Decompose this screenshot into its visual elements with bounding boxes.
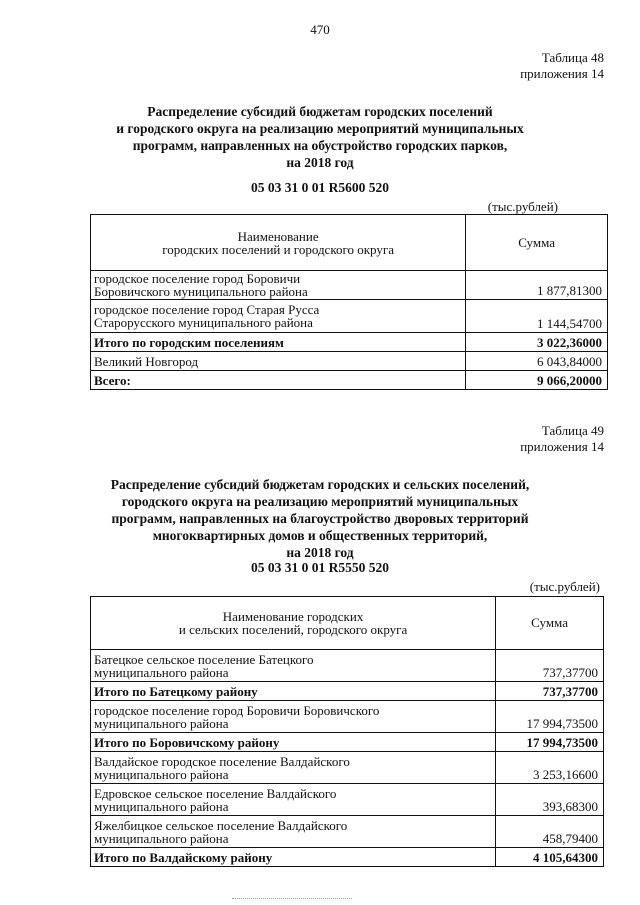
row-name-line1: Батецкое сельское поселение Батецкого bbox=[94, 651, 314, 667]
row-sum-cell: 1 144,54700 bbox=[466, 300, 608, 333]
row-sum-cell: 17 994,73500 bbox=[496, 701, 604, 733]
row-sum-cell: 6 043,84000 bbox=[466, 352, 608, 371]
row-name-line1: Яжелбицкое сельское поселение Валдайского bbox=[94, 817, 348, 833]
row-sum-cell: 737,37700 bbox=[496, 682, 604, 701]
row-sum-cell: 17 994,73500 bbox=[496, 733, 604, 752]
row-name-line2: муниципального района bbox=[94, 715, 229, 731]
row-sum-cell: 737,37700 bbox=[496, 650, 604, 682]
row-name-line1: городское поселение город Боровичи Боровичского bbox=[94, 702, 380, 718]
table-grand-total-row bbox=[91, 371, 608, 390]
title-line: программ, направленных на благоустройство дворовых территорий bbox=[111, 511, 529, 526]
table-header-row bbox=[91, 597, 604, 650]
row-sum-cell: 3 022,36000 bbox=[466, 333, 608, 352]
header-name-line2: городских поселений и городского округа bbox=[162, 241, 394, 257]
row-name-cell: Итого по Батецкому району bbox=[91, 682, 496, 701]
header-sum-cell: Сумма bbox=[496, 597, 604, 650]
row-sum-cell: 458,79400 bbox=[496, 816, 604, 848]
table49-title bbox=[50, 476, 590, 561]
row-name-line1: городское поселение город Старая Русса bbox=[94, 302, 320, 317]
title-line: на 2018 год bbox=[286, 155, 354, 170]
table49-label bbox=[520, 423, 604, 455]
row-sum-cell: 3 253,16600 bbox=[496, 752, 604, 784]
row-name-cell bbox=[91, 271, 466, 300]
title-line: программ, направленных на обустройство городских парков, bbox=[132, 138, 508, 153]
table-total-row bbox=[91, 333, 608, 352]
table-row bbox=[91, 650, 604, 682]
table48-label-line1: Таблица 48 bbox=[541, 50, 604, 65]
row-name-line2: муниципального района bbox=[94, 830, 229, 846]
header-name-cell bbox=[91, 597, 496, 650]
header-name-line1: Наименование городских bbox=[222, 609, 364, 624]
header-sum-cell: Сумма bbox=[466, 215, 608, 271]
table-total-row bbox=[91, 682, 604, 701]
row-sum-cell: 1 877,81300 bbox=[466, 271, 608, 300]
table-row bbox=[91, 701, 604, 733]
header-name-line2: и сельских поселений, городского округа bbox=[178, 622, 408, 637]
table49-label-line1: Таблица 49 bbox=[541, 423, 604, 438]
row-name-line2: муниципального района bbox=[94, 766, 229, 782]
title-line: на 2018 год bbox=[286, 545, 354, 560]
table-total-row bbox=[91, 733, 604, 752]
table48-label bbox=[520, 50, 604, 82]
row-name-line2: Старорусского муниципального района bbox=[94, 315, 313, 330]
table49-label-line2: приложения 14 bbox=[520, 439, 604, 454]
row-name-cell: Всего: bbox=[91, 371, 466, 390]
row-sum-cell: 393,68300 bbox=[496, 784, 604, 816]
row-name-cell bbox=[91, 752, 496, 784]
row-sum-cell: 4 105,64300 bbox=[496, 848, 604, 867]
row-name-cell bbox=[91, 300, 466, 333]
row-name-cell: Итого по городским поселениям bbox=[91, 333, 466, 352]
row-name-cell: Великий Новгород bbox=[91, 352, 466, 371]
table48-budget-code: 05 03 31 0 01 R5600 520 bbox=[251, 180, 389, 195]
title-line: городского округа на реализацию мероприятий муниципальных bbox=[121, 494, 519, 509]
row-name-cell bbox=[91, 784, 496, 816]
table49 bbox=[90, 596, 604, 867]
table48 bbox=[90, 214, 608, 390]
title-line: и городского округа на реализацию мероприятий муниципальных bbox=[116, 121, 524, 136]
row-name-line2: муниципального района bbox=[94, 798, 229, 814]
row-name-cell bbox=[91, 701, 496, 733]
row-name-cell: Итого по Боровичскому району bbox=[91, 733, 496, 752]
title-line: многоквартирных домов и общественных территорий, bbox=[152, 528, 488, 543]
table-row bbox=[91, 784, 604, 816]
table-row bbox=[91, 352, 608, 371]
table48-title bbox=[60, 103, 580, 171]
header-name-line1: Наименование bbox=[237, 228, 319, 244]
row-name-line1: Валдайское городское поселение Валдайского bbox=[94, 753, 350, 769]
row-name-cell bbox=[91, 816, 496, 848]
title-line: Распределение субсидий бюджетам городских поселений bbox=[147, 104, 493, 119]
header-name-cell bbox=[91, 215, 466, 271]
row-name-line2: Боровичского муниципального района bbox=[94, 284, 308, 299]
row-sum-cell: 9 066,20000 bbox=[466, 371, 608, 390]
row-name-cell: Итого по Валдайскому району bbox=[91, 848, 496, 867]
row-name-line1: Едровское сельское поселение Валдайского bbox=[94, 785, 337, 801]
row-name-cell bbox=[91, 650, 496, 682]
table-row bbox=[91, 300, 608, 333]
table-row bbox=[91, 816, 604, 848]
row-name-line1: городское поселение город Боровичи bbox=[94, 271, 301, 286]
table-total-row bbox=[91, 848, 604, 867]
title-line: Распределение субсидий бюджетам городских и сельских поселений, bbox=[110, 477, 530, 492]
table-row bbox=[91, 752, 604, 784]
page-number: 470 bbox=[310, 22, 330, 37]
table49-units: (тыс.рублей) bbox=[529, 579, 600, 594]
table48-label-line2: приложения 14 bbox=[520, 66, 604, 81]
table-row bbox=[91, 271, 608, 300]
table48-units: (тыс.рублей) bbox=[487, 199, 558, 214]
table49-budget-code: 05 03 31 0 01 R5550 520 bbox=[251, 560, 389, 575]
scan-artifact-divider bbox=[232, 898, 352, 899]
table-header-row bbox=[91, 215, 608, 271]
row-name-line2: муниципального района bbox=[94, 664, 229, 680]
